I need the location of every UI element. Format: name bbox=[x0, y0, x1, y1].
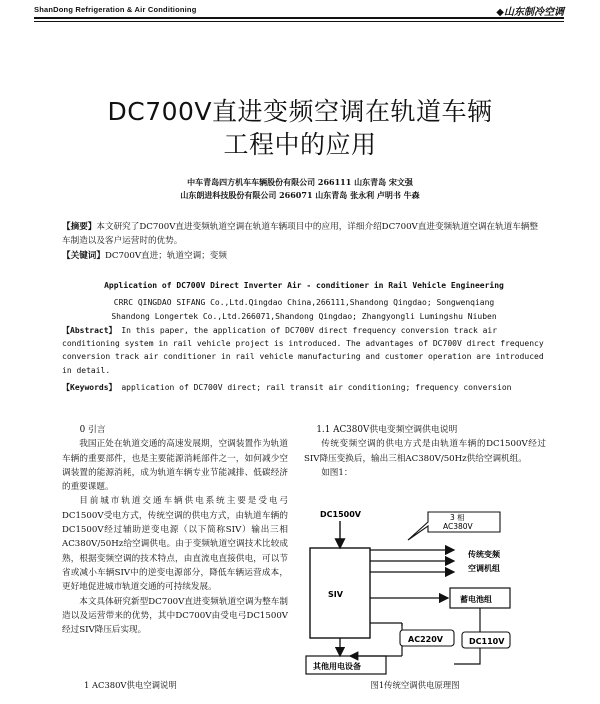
subsection-heading: 1.1 AC380V供电变频空调供电说明 bbox=[316, 425, 458, 435]
keywords-en-text: application of DC700V direct; rail transit air conditioning; frequency conversion bbox=[121, 383, 512, 392]
intro-paragraph-1: 我国正处在轨道交通的高速发展期，空调装置作为轨道车辆的重要部件，也是主要能源消耗部件之一，如何减少空调装置的能源消耗，成为轨道车辆专业节能减排、低碳经济的重要课题。 bbox=[62, 439, 288, 493]
header-rule bbox=[34, 17, 564, 19]
keywords-cn bbox=[62, 249, 546, 263]
section-heading-ac380: 1 AC380V供电空调说明 bbox=[84, 680, 177, 690]
english-affiliation-2: Shandong Longertek Co.,Ltd.266071,Shandong Qingdao; Zhangyongli Lumingshu Niuben bbox=[111, 312, 497, 321]
abstract-en bbox=[62, 324, 546, 377]
abstract-cn-label: 【摘要】 bbox=[62, 222, 97, 232]
ac380v-label: AC380V bbox=[443, 522, 473, 531]
abstract-cn-text: 本文研究了DC700V直进变频轨道空调在轨道车辆项目中的应用，详细介绍DC700V直进变频轨道空调在轨道车辆整车制造以及客户运营时的优势。 bbox=[62, 222, 539, 247]
ac220v-return-arrow bbox=[350, 623, 402, 656]
paper-title-line1: DC700V直进变频空调在轨道车辆 bbox=[107, 97, 493, 126]
keywords-cn-text: DC700V直进；轨道空调；变频 bbox=[104, 251, 227, 261]
left-column bbox=[62, 423, 288, 637]
header-rule-thin bbox=[34, 21, 564, 22]
abstract-en-text: In this paper, the application of DC700V direct frequency conversion track air conditioning system in rail vehicle project is introduced. The advantages of DC700V direct frequency conversion track air conditioner in rail vehicle manufacturing and customer operation are introduced in detail. bbox=[62, 326, 544, 375]
author-affiliation-2: 山东朗进科技股份有限公司 266071 山东青岛 张永利 卢明书 牛森 bbox=[180, 190, 420, 200]
keywords-cn-label: 【关键词】 bbox=[62, 251, 105, 261]
intro-paragraph-3: 本文具体研究新型DC700V直进变频轨道空调为整车制造以及运营带来的优势，其中DC700V由受电弓DC1500V经过SIV降压后实现。 bbox=[62, 596, 288, 636]
aircon-label-line1: 传统变频 bbox=[468, 550, 500, 559]
intro-paragraph-2: 目前城市轨道交通车辆供电系统主要是受电弓DC1500V受电方式，传统空调的供电方式，由轨道车辆的DC1500V经过辅助逆变电源（以下简称SIV）输出三相AC380V/50Hz给空调供电。由于变频轨道空调技术比较成熟，根据变频空调的技术特点，由直流电直接供电，可以节省或减小车辆SIV中的逆变电源部分，降低车辆运营成本，更好地促进城市轨道交通的可持续发展。 bbox=[62, 496, 288, 593]
keywords-en bbox=[62, 381, 546, 394]
dc110v-label: DC110V bbox=[469, 637, 505, 646]
right-column bbox=[304, 423, 546, 480]
english-title: Application of DC700V Direct Inverter Air - conditioner in Rail Vehicle Engineering bbox=[104, 281, 504, 290]
figure-intro: 如图1： bbox=[321, 467, 353, 478]
figure-caption: 图1传统空调供电原理图 bbox=[370, 680, 460, 690]
author-affiliation-1: 中车青岛四方机车车辆股份有限公司 266111 山东青岛 宋文强 bbox=[187, 177, 413, 187]
three-phase-label: 3 相 bbox=[450, 513, 465, 522]
section-heading-intro: 0 引言 bbox=[79, 425, 106, 435]
abstract-en-label: 【Abstract】 bbox=[62, 326, 117, 335]
paper-title-line2: 工程中的应用 bbox=[223, 130, 377, 159]
journal-name: ShanDong Refrigeration & Air Conditioning bbox=[34, 5, 197, 14]
dc1500v-label: DC1500V bbox=[320, 510, 361, 519]
aircon-label-line2: 空调机组 bbox=[468, 564, 500, 573]
battery-label: 蓄电池组 bbox=[460, 595, 492, 604]
siv-label: SIV bbox=[328, 590, 343, 599]
power-supply-diagram bbox=[304, 508, 544, 688]
other-equipment-label: 其他用电设备 bbox=[313, 662, 361, 671]
keywords-en-label: 【Keywords】 bbox=[62, 383, 117, 392]
right-paragraph: 传统变频空调的供电方式是由轨道车辆的DC1500V经过SIV降压变换后，输出三相AC380V/50Hz供给空调机组。 bbox=[304, 439, 546, 464]
journal-brand: ◆山东制冷空调 bbox=[496, 7, 564, 18]
english-affiliation-1: CRRC QINGDAO SIFANG Co.,Ltd.Qingdao China,266111,Shandong Qingdao; Songwenqiang bbox=[113, 298, 495, 307]
abstract-cn bbox=[62, 220, 546, 249]
ac220v-label: AC220V bbox=[408, 635, 443, 644]
